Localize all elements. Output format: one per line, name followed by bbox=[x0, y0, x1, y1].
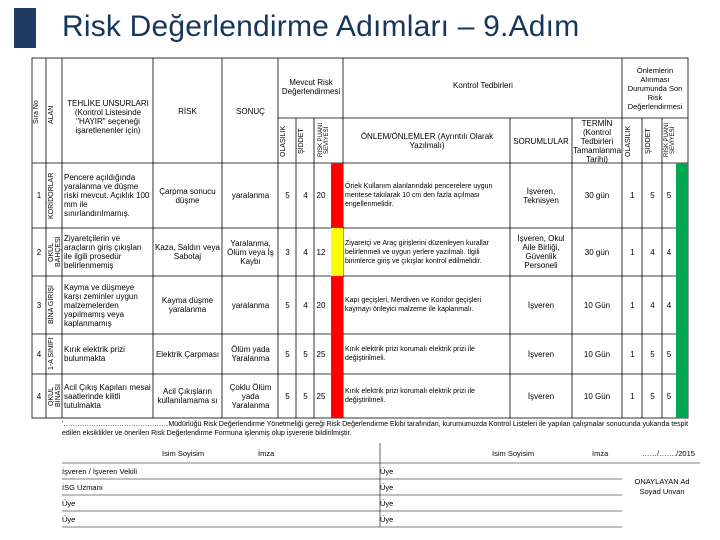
sig-right-1: Üye bbox=[380, 467, 394, 476]
row-3-termin: 10 Gün bbox=[583, 300, 611, 310]
header-mevcut: Mevcut Risk Değerlendirmesi bbox=[281, 78, 341, 96]
row-4-tehlike: Kırık elektrik prizi bulunmakta bbox=[64, 345, 125, 363]
row-4-sorumlu: İşveren bbox=[527, 349, 555, 359]
row-1-siddet: 4 bbox=[303, 191, 308, 200]
row-3-risk: Kayma düşme yaralanma bbox=[161, 296, 214, 314]
header-sira-no: Sıra No bbox=[33, 100, 40, 124]
row-1-no: 1 bbox=[36, 191, 42, 200]
row-3-risk-level-marker bbox=[331, 276, 343, 334]
row-2-onlem: Ziyaretçi ve Araç girişlerini düzenleyen kurallar belirlenmeli ve uygun yerlere yazılmalı. İlgili birimlerce giriş ve çıkışlar kontrol edilmelidir. bbox=[345, 239, 489, 265]
row-2-tehlike: Ziyaretçilerin ve araçların giriş çıkışları ile ilgili prosedür belirlenmemiş bbox=[64, 234, 142, 270]
page-title: Risk Değerlendirme Adımları – 9.Adım bbox=[62, 10, 580, 43]
header-risk: RİSK bbox=[178, 106, 197, 116]
sig-left-1: İşveren / İşveren Vekili bbox=[62, 467, 138, 476]
header-siddet: ŞİDDET bbox=[298, 128, 305, 154]
row-4-risk-level-marker bbox=[331, 334, 343, 374]
row-2-risk-puani: 12 bbox=[316, 247, 326, 257]
row-5-son-olasilik: 1 bbox=[630, 391, 635, 401]
header-alan: ALAN bbox=[48, 105, 55, 125]
row-3-sonuc: yaralanma bbox=[231, 300, 270, 310]
row-2-son-olasilik: 1 bbox=[630, 247, 635, 257]
row-2-sonuc: Yaralanma, Ölüm veya İş Kaybı bbox=[227, 238, 274, 266]
signature-block bbox=[62, 443, 700, 533]
row-5-son-level-marker bbox=[676, 374, 688, 418]
row-1-tehlike: Pencere açıldığında yaralanma ve düşme riski mevcut. Açıklık 100 mm ile sınırlandırılmamış. bbox=[64, 173, 150, 218]
row-3-olasilik: 5 bbox=[285, 300, 290, 310]
header-sorumlular: SORUMLULAR bbox=[513, 136, 569, 146]
sig-left-3: Üye bbox=[62, 499, 76, 508]
header-tehlike: TEHLİKE UNSURLARI (Kontrol Listesinde "HAYIR" seçeneği işaretlenenler için) bbox=[67, 99, 149, 135]
row-5-son-siddet: 5 bbox=[650, 391, 655, 401]
row-5-no: 4 bbox=[36, 391, 42, 401]
row-2-risk-level-marker bbox=[331, 228, 343, 276]
row-4-risk-puani: 25 bbox=[316, 349, 326, 359]
footnote-text: '………………………………………Müdürlüğü Risk Değerlendirme Yönetmeliği gereği Risk Değerlendirme Ekibi tarafından, kurumumuzda Kontrol Listeleri ile yapılan çalışmalar sonucunda yukarıda tespit edilen eksiklikler ve önerilen Risk Değerlendirme Formuna işlenmiş olup işverene bildirilmiştir. bbox=[62, 421, 689, 437]
row-5-son-risk: 5 bbox=[666, 391, 672, 401]
header-onlem: ÖNLEM/ÖNLEMLER (Ayrıntılı Olarak Yazılmalı) bbox=[360, 132, 494, 150]
row-1-termin: 30 gün bbox=[584, 191, 610, 200]
row-2-risk: Kaza, Saldırı veya Sabotaj bbox=[155, 243, 220, 261]
header-son-risk: RİSK PUANI SEVİYESİ bbox=[664, 123, 676, 158]
row-3-no: 3 bbox=[36, 300, 42, 310]
row-4-son-risk: 5 bbox=[666, 349, 672, 359]
row-1-risk-puani: 20 bbox=[316, 191, 326, 200]
header-kontrol: Kontrol Tedbirleri bbox=[453, 80, 513, 90]
row-5-sorumlu: İşveren bbox=[527, 391, 555, 401]
row-3-onlem: Kapı geçişleri, Merdiven ve Koridor geçişleri kaymayı önleyici malzeme ile kaplanmalı. bbox=[345, 297, 482, 313]
row-4-onlem: Kırık elektrik prizi korumalı elektrik prizi ile değiştirilmeli. bbox=[345, 346, 475, 362]
sig-header-name-1: İsim Soyisim bbox=[162, 449, 205, 458]
sig-right-4: Üye bbox=[380, 515, 394, 524]
sig-right-3: Üye bbox=[380, 499, 394, 508]
header-onlemler-son: Önlemlerin Alınması Durumunda Son Risk Değerlendirmesi bbox=[627, 65, 683, 111]
sig-header-sign-1: İmza bbox=[258, 449, 275, 458]
row-4-no: 4 bbox=[36, 349, 42, 359]
row-5-siddet: 5 bbox=[303, 391, 308, 401]
row-2-no: 2 bbox=[36, 247, 42, 257]
row-5-alan: OKUL BİNASI bbox=[48, 384, 62, 408]
row-3-son-olasilik: 1 bbox=[630, 300, 635, 310]
row-5-termin: 10 Gün bbox=[583, 391, 611, 401]
header-risk-seviyesi: RİSK PUANI SEVİYESİ bbox=[318, 123, 330, 158]
row-4-sonuc: Ölüm yada Yaralanma bbox=[231, 345, 270, 363]
row-5-tehlike: Acil Çıkış Kapıları mesai saatlerinde kilitli tutulmakta bbox=[64, 382, 151, 410]
row-5-risk-puani: 25 bbox=[316, 391, 326, 401]
row-1-son-risk: 5 bbox=[666, 191, 672, 200]
row-2-alan: OKUL BAHÇESİ bbox=[48, 236, 62, 268]
header-son-siddet: ŞİDDET bbox=[645, 128, 652, 154]
row-3-risk-puani: 20 bbox=[316, 300, 326, 310]
sig-header-sign-2: İmza bbox=[592, 449, 609, 458]
row-1-sonuc: yaralanma bbox=[231, 191, 270, 200]
row-1-son-olasilik: 1 bbox=[630, 191, 635, 200]
row-1-olasilik: 5 bbox=[285, 191, 290, 200]
row-3-sorumlu: İşveren bbox=[527, 300, 555, 310]
header-sonuc: SONUÇ bbox=[236, 106, 265, 116]
row-3-tehlike: Kayma ve düşmeye karşı zeminler uygun malzemelerden yapılmamış veya kaplanmamış bbox=[64, 282, 138, 328]
row-2-sorumlu: İşveren, Okul Aile Birliği, Güvenlik Personeli bbox=[517, 234, 565, 270]
row-3-siddet: 4 bbox=[303, 300, 308, 310]
sig-date: ……/……./2015 bbox=[642, 449, 695, 458]
row-5-onlem: Kırık elektrik prizi korumalı elektrik prizi ile değiştirilmeli. bbox=[345, 388, 475, 404]
row-3-son-level-marker bbox=[676, 276, 688, 334]
sig-left-2: İSG Uzmanı bbox=[62, 483, 103, 492]
row-3-alan: BİNA GİRİŞİ bbox=[48, 285, 55, 325]
row-2-olasilik: 3 bbox=[285, 247, 290, 257]
header-son-olasilik: OLASILIK bbox=[625, 125, 632, 157]
row-5-olasilik: 5 bbox=[285, 391, 290, 401]
row-2-siddet: 4 bbox=[303, 247, 308, 257]
sig-right-2: Üye bbox=[380, 483, 394, 492]
row-5-risk: Acil Çıkışların kullanılamama sı bbox=[157, 387, 218, 405]
row-4-alan: 1-A SINIFI bbox=[48, 337, 55, 371]
row-1-onlem: Öriek Kullanım alanlarındaki pencerelere uygun mentese takılarak 10 cm den fazla açılması engellenmelidir. bbox=[345, 183, 493, 208]
row-4-son-siddet: 5 bbox=[650, 349, 655, 359]
row-1-alan: KORİDORLAR bbox=[48, 172, 55, 220]
sig-header-name-2: İsim Soyisim bbox=[492, 449, 535, 458]
row-5-sonuc: Çoklu Ölüm yada Yaralanma bbox=[229, 382, 272, 410]
row-4-son-olasilik: 1 bbox=[630, 349, 635, 359]
row-1-son-level-marker bbox=[676, 163, 688, 228]
row-2-son-risk: 4 bbox=[666, 247, 672, 257]
signature-grid bbox=[62, 443, 700, 533]
row-1-sorumlu: İşveren, Teknisyen bbox=[523, 186, 559, 205]
row-2-son-siddet: 4 bbox=[650, 247, 655, 257]
header-termin: TERMİN (Kontrol Tedbirleri Tamamlanma Tarihi) bbox=[573, 118, 622, 164]
row-3-son-risk: 4 bbox=[666, 300, 672, 310]
row-4-risk: Elektrik Çarpması bbox=[155, 349, 220, 359]
row-4-son-level-marker bbox=[676, 334, 688, 374]
row-3-son-siddet: 4 bbox=[650, 300, 655, 310]
row-4-olasilik: 5 bbox=[285, 349, 290, 359]
row-1-risk: Çarpma sonucu düşme bbox=[159, 186, 216, 205]
row-2-son-level-marker bbox=[676, 228, 688, 276]
row-5-risk-level-marker bbox=[331, 374, 343, 418]
sig-onaylayan: ONAYLAYAN Ad Soyad Unvan bbox=[634, 477, 690, 496]
header-olasilik: OLASILIK bbox=[280, 125, 287, 157]
row-1-son-siddet: 5 bbox=[650, 191, 655, 200]
row-2-termin: 30 gün bbox=[584, 247, 610, 257]
row-1-risk-level-marker bbox=[331, 163, 343, 228]
row-4-siddet: 5 bbox=[303, 349, 308, 359]
sig-left-4: Üye bbox=[62, 515, 76, 524]
row-4-termin: 10 Gün bbox=[583, 349, 611, 359]
